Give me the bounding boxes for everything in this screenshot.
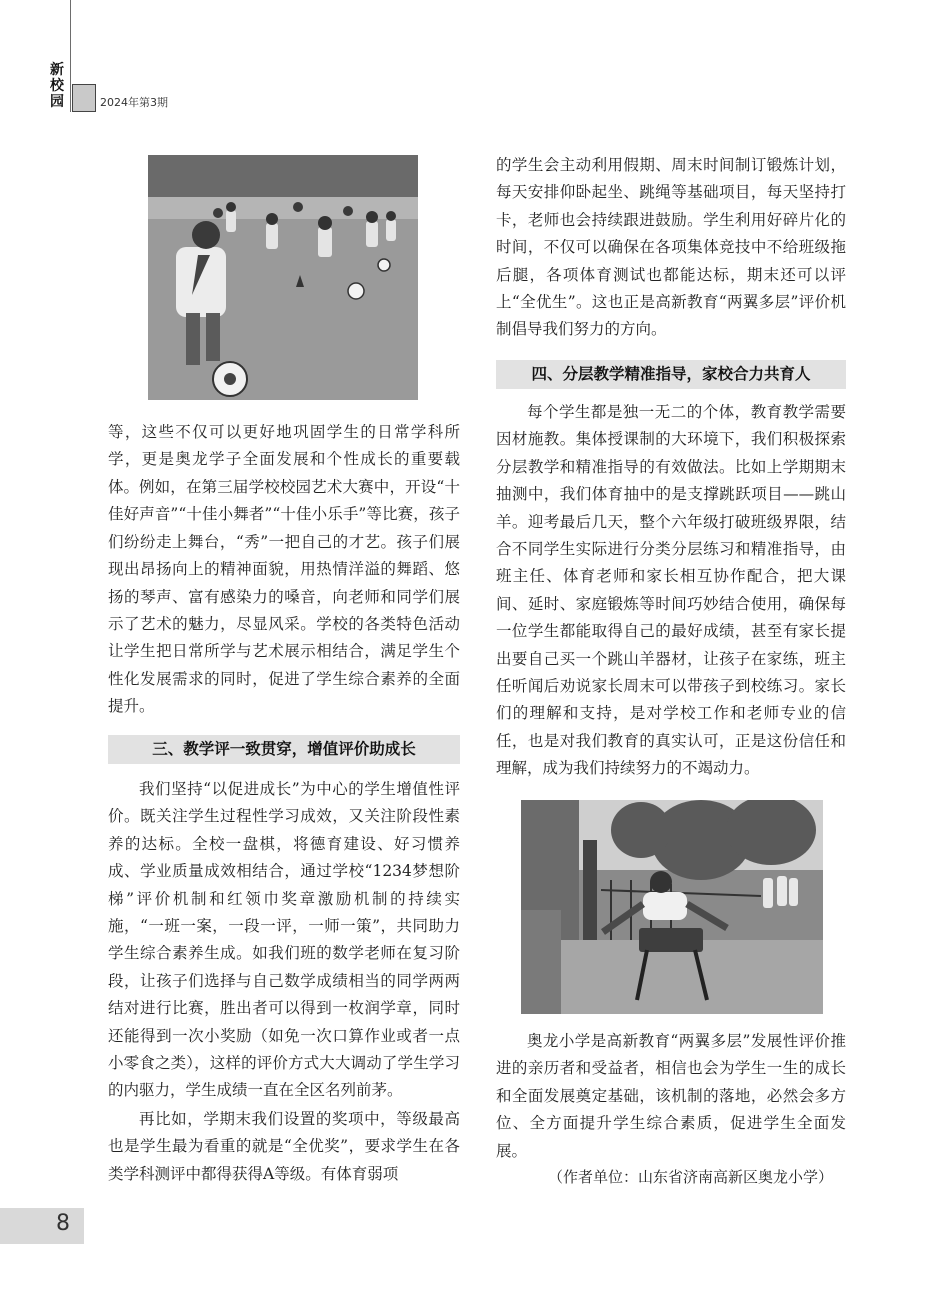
left-paragraph-2: 例如，在第三届学校校园艺术大赛中，开设“十佳好声音”“十佳小舞者”“十佳小乐手”等比赛，孩子们纷纷走上舞台，“秀”一把自己的才艺。孩子们展现出昂扬向上的精神面貌，用热情洋溢的舞蹈、悠扬的琴声、富有感染力的嗓音，向老师和同学们展示了艺术的魅力，尽显风采。学校的各类特色活动让学生把日常所学与艺术展示相结合，满足学生个性化发展需求的同时，促进了学生综合素养的全面提升。 bbox=[108, 478, 460, 716]
left-paragraph-1: 等，这些不仅可以更好地巩固学生的日常学科所学，更是奥龙学子全面发展和个性成长的重要载体。 bbox=[108, 423, 460, 496]
right-paragraph-2: 每个学生都是独一无二的个体，教育教学需要因材施教。集体授课制的大环境下，我们积极探索分层教学和精准指导的有效做法。比如上学期期末抽测中，我们体育抽中的是支撑跳跃项目——跳山羊。迎考最后几天，整个六年级打破班级界限，结合不同学生实际进行分类分层练习和精准指导，由班主任、体育老师和家长相互协作配合，把大课间、延时、家庭锻炼等时间巧妙结合使用，确保每一位学生都能取得自己的最好成绩，甚至有家长提出要自己买一个跳山羊器材，让孩子在家练，班主任听闻后劝说家长周末可以带孩子到校练习。家长们的理解和支持，是对学校工作和老师专业的信任，也是对我们教育的真实认可，正是这份信任和理解，成为我们持续努力的不竭动力。 bbox=[496, 403, 846, 778]
left-paragraph-4: 再比如，学期末我们设置的奖项中，等级最高也是学生最为看重的就是“全优奖”，要求学生在各类学科测评中都得获得A等级。有体育弱项 bbox=[108, 1110, 460, 1183]
header-rule bbox=[70, 0, 71, 112]
right-paragraph-1: 的学生会主动利用假期、周末时间制订锻炼计划，每天安排仰卧起坐、跳绳等基础项目，每天坚持打卡，老师也会持续跟进鼓励。学生利用好碎片化的时间，不仅可以确保在各项集体竞技中不给班级拖后腿，各项体育测试也都能达标，期末还可以评上“全优生”。这也正是高新教育“两翼多层”评价机制倡导我们努力的方向。 bbox=[496, 156, 846, 339]
right-paragraph-3: 奥龙小学是高新教育“两翼多层”发展性评价推进的亲历者和受益者，相信也会为学生一生的成长和全面发展奠定基础，该机制的落地，必然会多方位、全方面提升学生综合素质，促进学生全面发展。 bbox=[496, 1032, 846, 1160]
soccer-photo bbox=[148, 155, 418, 400]
logo-square bbox=[72, 84, 96, 112]
logo-char: 校 bbox=[50, 78, 64, 94]
page-number: 8 bbox=[56, 1211, 70, 1236]
logo-char: 新 bbox=[50, 62, 64, 78]
page-number-tab bbox=[0, 1208, 84, 1244]
section-heading-4: 四、分层教学精准指导，家校合力共育人 bbox=[496, 360, 846, 389]
issue-label: 2024年第3期 bbox=[100, 96, 168, 109]
section-heading-3: 三、教学评一致贯穿，增值评价助成长 bbox=[108, 735, 460, 764]
author-affiliation: （作者单位：山东省济南高新区奥龙小学） bbox=[548, 1168, 834, 1186]
vault-photo bbox=[521, 800, 823, 1014]
logo-char: 园 bbox=[50, 94, 64, 110]
left-paragraph-3: 我们坚持“以促进成长”为中心的学生增值性评价。既关注学生过程性学习成效，又关注阶段性素养的达标。全校一盘棋，将德育建设、好习惯养成、学业质量成效相结合，通过学校“1234梦想阶梯”评价机制和红领巾奖章激励机制的持续实施，“一班一案，一段一评，一师一策”，共同助力学生综合素养生成。如我们班的数学老师在复习阶段，让孩子们选择与自己数学成绩相当的同学两两结对进行比赛，胜出者可以得到一枚润学章，同时还能得到一次小奖励（如免一次口算作业或者一点小零食之类），这样的评价方式大大调动了学生学习的内驱力，学生成绩一直在全区名列前茅。 bbox=[108, 780, 460, 1100]
magazine-logo bbox=[50, 62, 70, 110]
